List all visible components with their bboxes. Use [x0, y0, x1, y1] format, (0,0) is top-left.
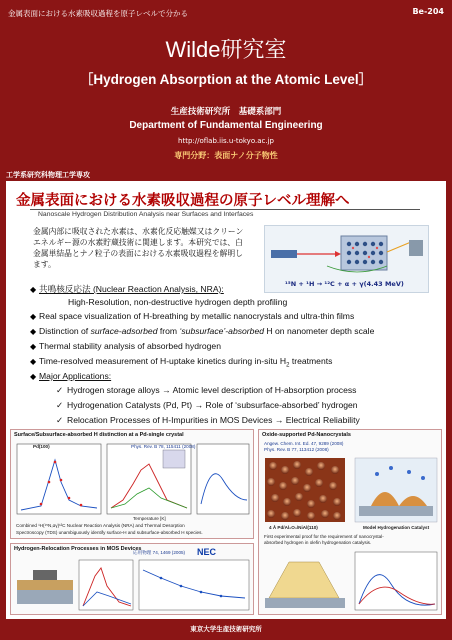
- top-caption: 金属表面における水素吸収過程を原子レベルで分かる: [8, 9, 188, 18]
- bullet-item: ◆ Thermal stability analysis of absorbed hydrogen: [30, 341, 221, 351]
- panel-mos-devices: [10, 543, 254, 615]
- checkmark-icon: ✓: [56, 415, 64, 425]
- intro-line: エネルギー源の水素貯蔵技術に関連します。本研究では、白: [33, 238, 243, 247]
- diamond-icon: ◆: [30, 327, 37, 336]
- image-label: Model Hydrogenation Catalyst: [363, 525, 430, 530]
- panel-pd-nanocrystals: [258, 429, 442, 615]
- application-item: ✓ Hydrogen storage alloys → Atomic level description of H-absorption process: [56, 385, 357, 395]
- bullet-item: ◆ 共鳴核反応法 (Nuclear Reaction Analysis, NRA):: [30, 284, 224, 294]
- checkmark-icon: ✓: [56, 385, 64, 395]
- nra-schematic: [264, 225, 429, 293]
- nra-equation: ¹⁵N + ¹H → ¹²C + α + γ(4.43 MeV): [285, 280, 404, 288]
- panel-title: Surface/Subsurface-absorbed H distinction at a Pd-single crystal: [14, 432, 184, 438]
- diamond-icon: ◆: [30, 285, 37, 294]
- top-bar: [0, 0, 452, 24]
- panel-caption: Spectroscopy (TDS) unambiguously identify surface-H and subsurface-absorbed H species.: [16, 530, 203, 535]
- nanocrystal-images: [259, 456, 443, 526]
- nanocrystal-depth-figure: [259, 548, 443, 614]
- panel-reference: Phys. Rev. B 77, 113412 (2008): [264, 447, 329, 452]
- footer-institute: 東京大学生産技術研究所: [190, 625, 262, 633]
- lab-url[interactable]: http://oflab.iis.u-tokyo.ac.jp: [178, 137, 274, 145]
- panel-reference: Phys. Rev. B 78, 115411 (2008): [131, 444, 196, 449]
- application-item: ✓ Hydrogenation Catalysts (Pd, Pt) → Role of ‘subsurface-absorbed’ hydrogen: [56, 400, 358, 410]
- intro-line: 金属内部に吸収された水素は、水素化反応触媒又はクリーン: [33, 227, 244, 236]
- bullet-item: ◆ Major Applications:: [30, 371, 112, 381]
- department-name: Department of Fundamental Engineering: [129, 120, 323, 131]
- poster-code: Be-204: [412, 7, 444, 16]
- lab-subtitle: ［Hydrogen Absorption at the Atomic Level］: [79, 72, 373, 87]
- title-underline: [30, 209, 420, 210]
- application-item: ✓ Relocation Processes of H-Impurities in MOS Devices → Electrical Reliability: [56, 415, 360, 425]
- panel-caption: Combined ¹H(¹⁵N,αγ)¹²C Nuclear Reaction Analysis (NRA) and Thermal Desorption: [16, 523, 185, 528]
- content-title: 金属表面における水素吸収過程の原子レベル理解へ: [16, 193, 350, 209]
- panel-reference: 応用物理 74, 1469 (2005): [133, 550, 186, 555]
- graduate-school: 工学系研究科物理工学専攻: [6, 171, 90, 179]
- institute-name: 生産技術研究所 基礎系部門: [170, 107, 282, 117]
- bullet-subitem: High-Resolution, non-destructive hydrogen depth profiling: [68, 297, 288, 307]
- panel-reference: Angew. Chem. Int. Ed. 47, 9289 (2008): [264, 441, 344, 446]
- diamond-icon: ◆: [30, 342, 37, 351]
- pd-label: Pd(100): [33, 444, 50, 449]
- diamond-icon: ◆: [30, 372, 37, 381]
- intro-text: [33, 226, 258, 270]
- panel-caption: absorbed hydrogen in olefin hydrogenation catalysis.: [264, 540, 372, 545]
- lab-title: Wilde研究室: [165, 37, 287, 62]
- image-label: 4 Å Pd/Al₂O₃/NiAl(110): [269, 525, 318, 530]
- panel-pd-single-crystal: [10, 429, 254, 539]
- research-field: 専門分野：表面ナノ分子物性: [174, 151, 278, 160]
- checkmark-icon: ✓: [56, 400, 64, 410]
- panel-caption: First experimental proof for the requirement of nanocrystal-: [264, 534, 384, 539]
- panel-title: Hydrogen-Relocation Processes in MOS Devices: [14, 546, 142, 552]
- bullet-item: ◆ Time-resolved measurement of H-uptake kinetics during in-situ $H_2$ treatments: [30, 356, 333, 369]
- content-panel: [6, 181, 446, 619]
- temperature-axis-label: Temperature [K]: [133, 516, 166, 521]
- mos-figures: [11, 556, 255, 614]
- bullet-item: ◆ Distinction of surface-adsorbed from ‘subsurface’-absorbed H on nanometer depth scale: [30, 326, 375, 336]
- nec-logo: NEC: [197, 547, 217, 557]
- content-subtitle: Nanoscale Hydrogen Distribution Analysis near Surfaces and Interfaces: [38, 211, 254, 218]
- panel-title: Oxide-supported Pd-Nanocrystals: [262, 432, 351, 438]
- pd-plot-figure: [11, 440, 255, 528]
- intro-line: ます。: [33, 260, 56, 269]
- bullet-item: ◆ Real space visualization of H-breathing by metallic nanocrystals and ultra-thin films: [30, 311, 355, 321]
- nra-diagram: [265, 226, 430, 278]
- intro-line: 金属単結晶とナノ粒子の表面における水素吸収過程を解明し: [33, 249, 243, 258]
- diamond-icon: ◆: [30, 312, 37, 321]
- diamond-icon: ◆: [30, 357, 37, 366]
